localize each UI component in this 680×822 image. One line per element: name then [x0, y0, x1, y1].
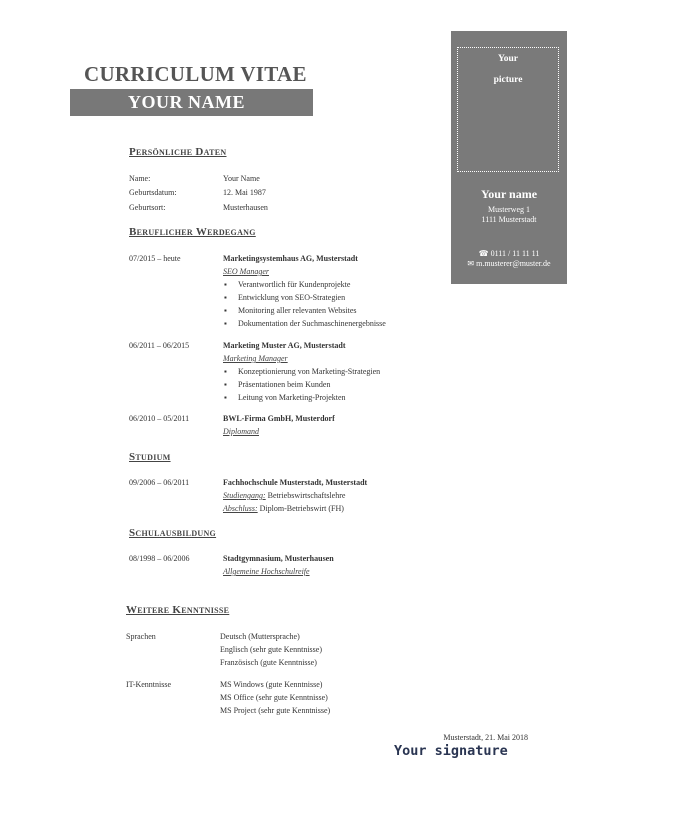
study-degree — [223, 503, 367, 514]
personal-value: 12. Mai 1987 — [223, 188, 266, 197]
languages-list — [220, 631, 322, 668]
career-company: Marketing Muster AG, Musterstadt — [223, 341, 346, 350]
study-period: 09/2006 – 06/2011 — [129, 478, 190, 487]
school-name: Stadtgymnasium, Musterhausen — [223, 554, 334, 563]
card-street: Musterweg 1 — [488, 205, 530, 214]
section-heading-study: Studium — [129, 451, 171, 463]
study-program — [223, 490, 367, 501]
bullet-item: ▪ Monitoring aller relevanten Websites — [223, 305, 386, 316]
school-degree: Allgemeine Hochschulreife — [223, 567, 310, 576]
bullet-item: ▪ Präsentationen beim Kunden — [223, 379, 380, 390]
photo-label-1: Your — [497, 54, 519, 64]
study-program-value: Betriebswirtschaftslehre — [265, 491, 346, 500]
it-item: MS Office (sehr gute Kenntnisse) — [220, 693, 328, 702]
personal-value: Your Name — [223, 174, 260, 183]
card-name: Your name — [480, 187, 538, 201]
card-phone: ☎ 0111 / 11 11 11 — [478, 249, 540, 258]
contact-card — [451, 31, 567, 284]
card-email: ✉ m.musterer@muster.de — [467, 259, 551, 268]
place-date: Musterstadt, 21. Mai 2018 — [443, 733, 528, 742]
career-period: 06/2011 – 06/2015 — [129, 341, 190, 350]
career-role: SEO Manager — [223, 267, 269, 276]
school-period: 08/1998 – 06/2006 — [129, 554, 190, 563]
career-period: 07/2015 – heute — [129, 254, 181, 263]
section-heading-personal: Persönliche Daten — [129, 146, 227, 158]
photo-label-2: picture — [493, 75, 523, 85]
name-banner — [70, 89, 313, 116]
personal-label: Geburtsdatum: — [129, 188, 177, 197]
study-entry — [223, 477, 367, 514]
photo-placeholder — [457, 47, 559, 172]
bullet-item: ▪ Entwicklung von SEO-Strategien — [223, 292, 386, 303]
card-city: 1111 Musterstadt — [481, 215, 537, 224]
personal-label: Name: — [129, 174, 151, 183]
skills-label-languages: Sprachen — [126, 632, 156, 641]
study-degree-label: Abschluss: — [223, 504, 258, 513]
school-entry — [223, 553, 334, 577]
it-list — [220, 679, 330, 716]
language-item: Französisch (gute Kenntnisse) — [220, 658, 317, 667]
bullet-item: ▪ Leitung von Marketing-Projekten — [223, 392, 380, 403]
career-entry — [223, 253, 386, 329]
name-banner-text: YOUR NAME — [128, 92, 245, 112]
career-role: Marketing Manager — [223, 354, 288, 363]
section-heading-skills: Weitere Kenntnisse — [126, 604, 230, 616]
bullet-item: ▪ Konzeptionierung von Marketing-Strategien — [223, 366, 380, 377]
career-company: Marketingsystemhaus AG, Musterstadt — [223, 254, 358, 263]
study-school: Fachhochschule Musterstadt, Musterstadt — [223, 478, 368, 487]
skills-label-it: IT-Kenntnisse — [126, 680, 172, 689]
signature: Your signature — [394, 743, 508, 759]
section-heading-school: Schulausbildung — [129, 527, 217, 539]
bullet-item: ▪ Dokumentation der Suchmaschinenergebnisse — [223, 318, 386, 329]
it-item: MS Windows (gute Kenntnisse) — [220, 680, 323, 689]
language-item: Englisch (sehr gute Kenntnisse) — [220, 645, 322, 654]
it-item: MS Project (sehr gute Kenntnisse) — [220, 706, 331, 715]
personal-label: Geburtsort: — [129, 203, 166, 212]
study-program-label: Studiengang: — [223, 491, 266, 500]
bullet-item: ▪ Verantwortlich für Kundenprojekte — [223, 279, 386, 290]
study-degree-value: Diplom-Betriebswirt (FH) — [257, 504, 344, 513]
career-entry — [223, 413, 335, 437]
document-title: CURRICULUM VITAE — [84, 62, 307, 86]
career-role: Diplomand — [223, 427, 259, 436]
personal-value: Musterhausen — [223, 203, 268, 212]
section-heading-career: Beruflicher Werdegang — [129, 226, 256, 238]
career-entry — [223, 340, 380, 403]
language-item: Deutsch (Muttersprache) — [220, 632, 300, 641]
career-period: 06/2010 – 05/2011 — [129, 414, 190, 423]
career-company: BWL-Firma GmbH, Musterdorf — [223, 414, 335, 423]
